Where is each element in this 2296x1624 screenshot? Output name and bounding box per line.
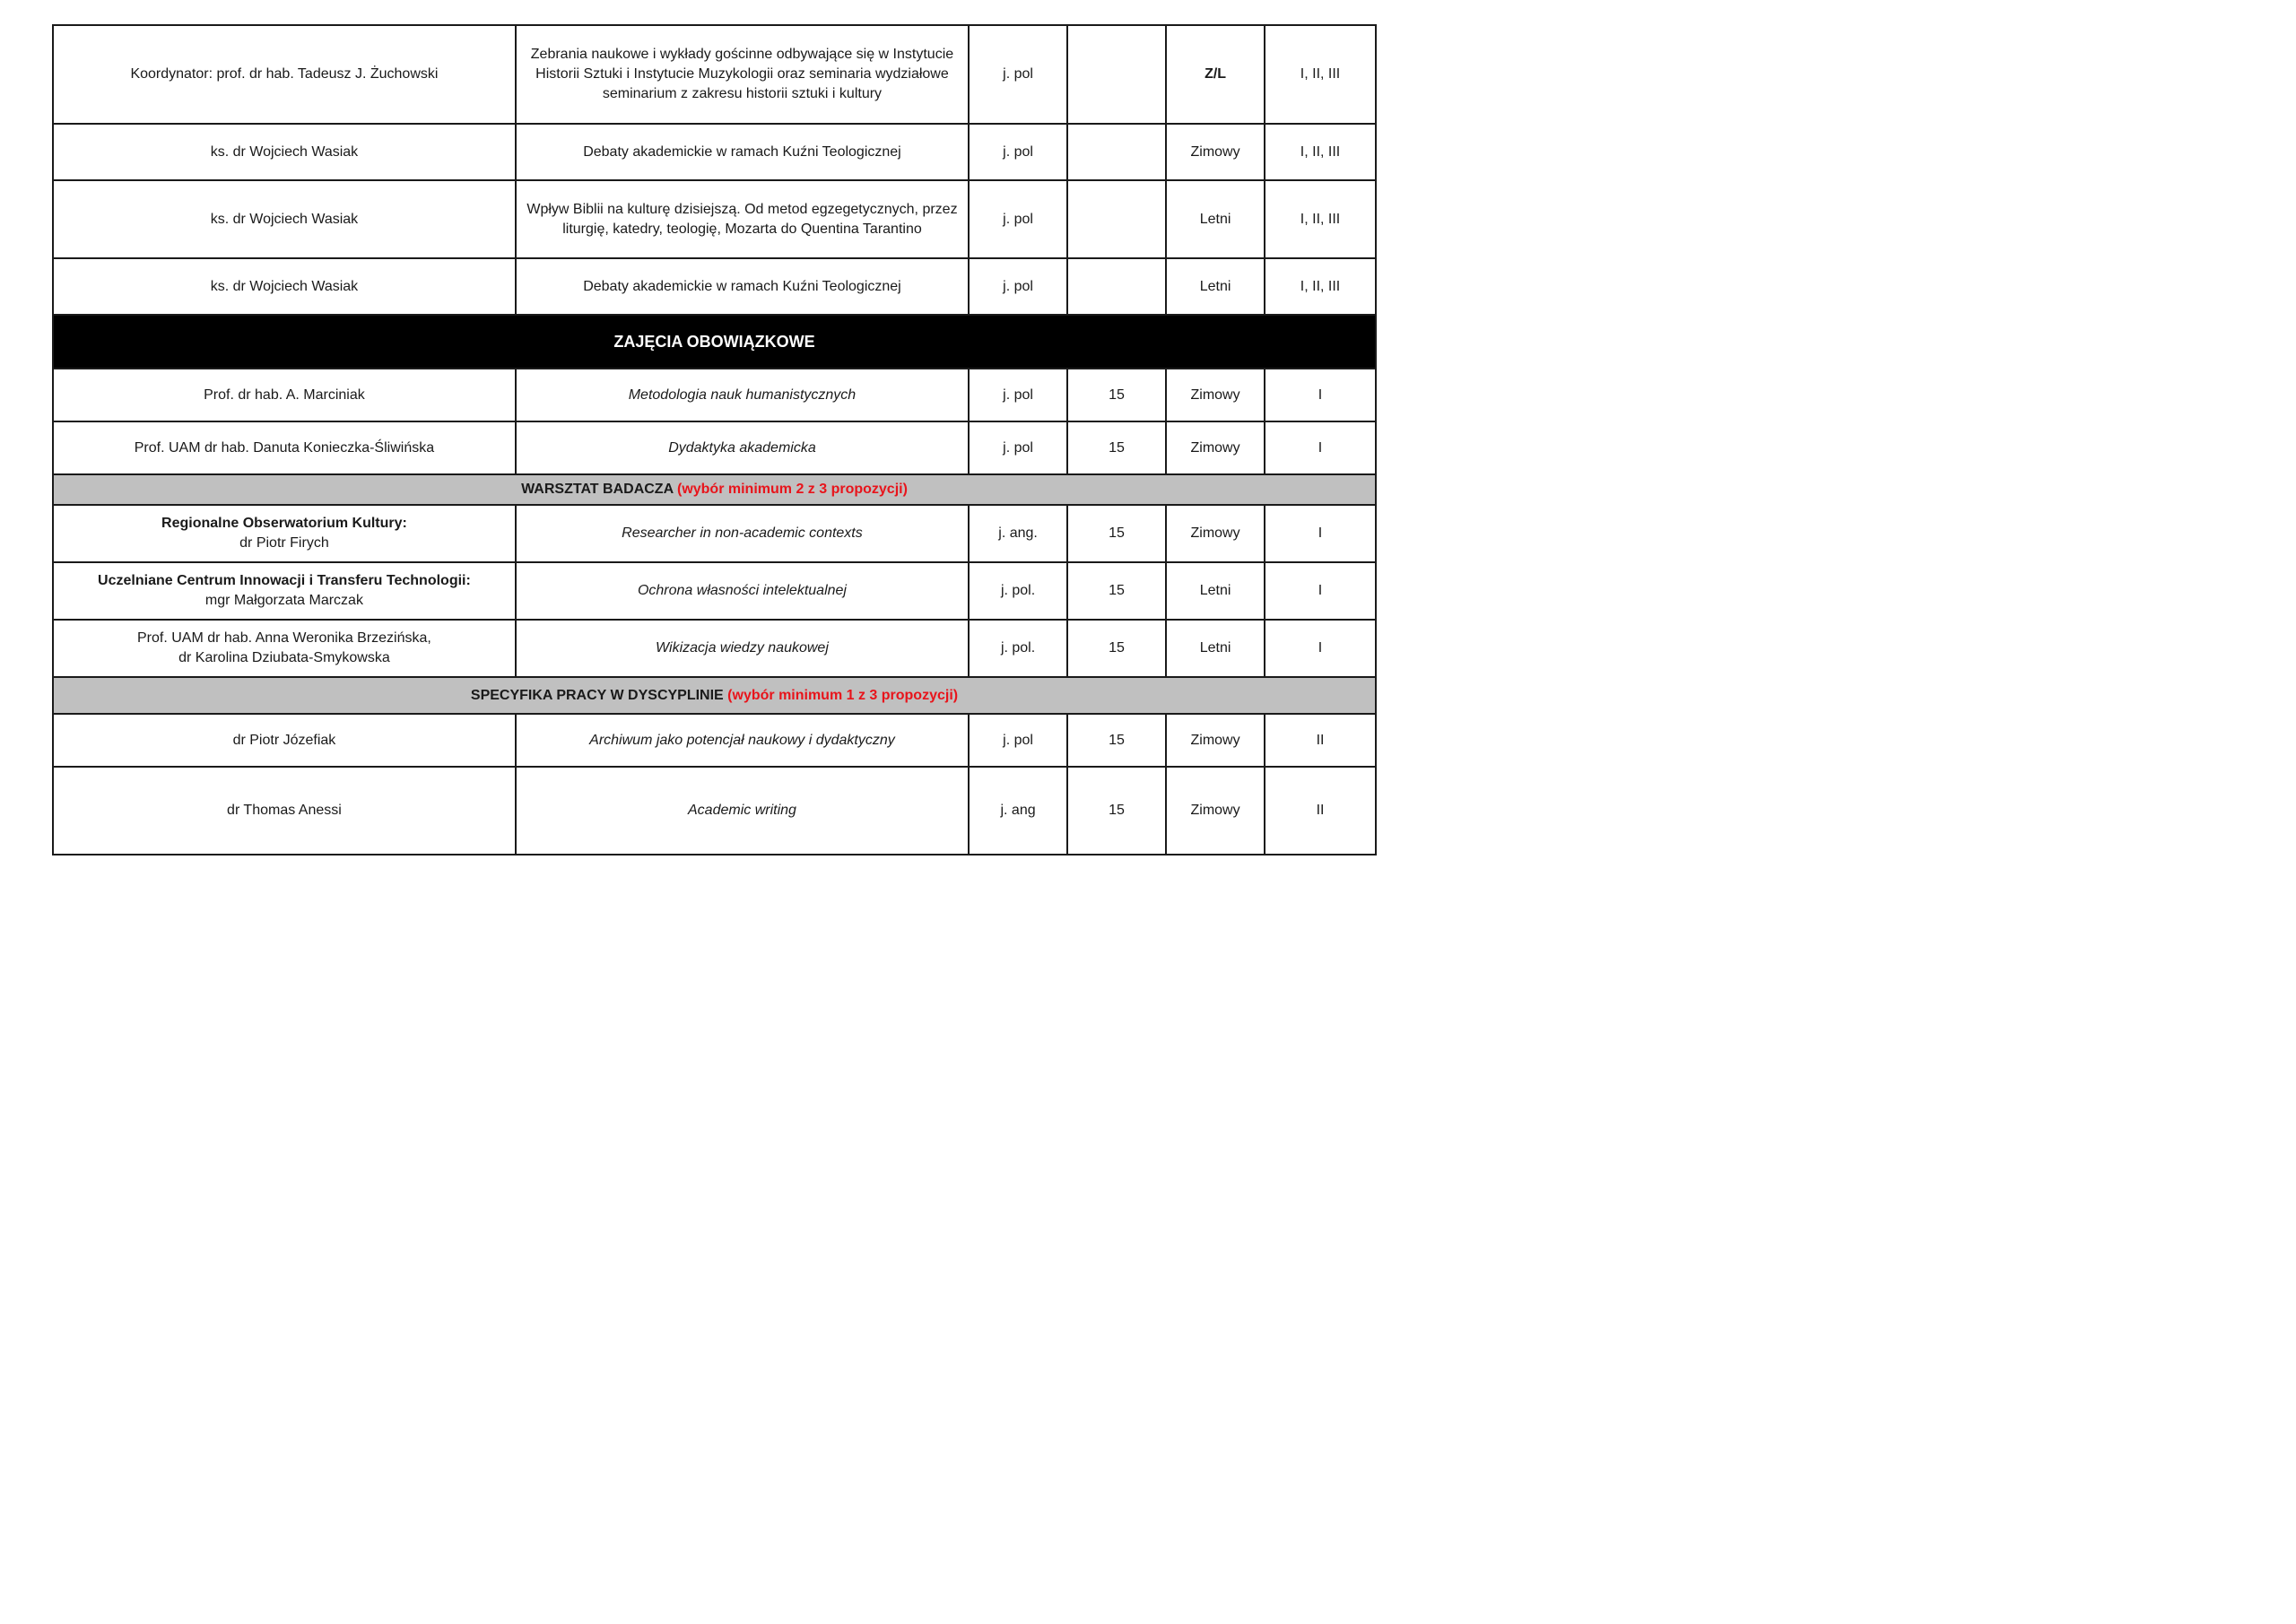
instructor-cell: dr Thomas Anessi: [53, 767, 516, 855]
course-title-cell: Debaty akademickie w ramach Kuźni Teologicznej: [516, 258, 969, 315]
table-row: [53, 369, 1376, 421]
language-cell: j. pol: [969, 258, 1067, 315]
semester-cell: Zimowy: [1166, 714, 1265, 767]
hours-cell: 15: [1067, 421, 1166, 474]
table-row: [53, 714, 1376, 767]
course-title-cell: Wikizacja wiedzy naukowej: [516, 620, 969, 677]
hours-cell: 15: [1067, 767, 1166, 855]
year-cell: I, II, III: [1265, 180, 1376, 258]
section-header-row: [53, 677, 1376, 714]
hours-cell: [1067, 25, 1166, 124]
semester-cell: Zimowy: [1166, 767, 1265, 855]
semester-cell: Zimowy: [1166, 124, 1265, 180]
language-cell: j. pol.: [969, 620, 1067, 677]
course-title-cell: Zebrania naukowe i wykłady gościnne odbywające się w Instytucie Historii Sztuki i Instytucie Muzykologii oraz seminaria wydziałowe seminarium z zakresu historii sztuki i kultury: [516, 25, 969, 124]
table-row: [53, 767, 1376, 855]
year-cell: I: [1265, 620, 1376, 677]
hours-cell: 15: [1067, 562, 1166, 620]
table-row: [53, 505, 1376, 562]
language-cell: j. pol: [969, 421, 1067, 474]
course-title-cell: Dydaktyka akademicka: [516, 421, 969, 474]
hours-cell: 15: [1067, 620, 1166, 677]
semester-cell: Letni: [1166, 258, 1265, 315]
instructor-cell: Koordynator: prof. dr hab. Tadeusz J. Żuchowski: [53, 25, 516, 124]
course-schedule-table: [52, 24, 1377, 855]
year-cell: II: [1265, 714, 1376, 767]
table-row: [53, 180, 1376, 258]
language-cell: j. pol: [969, 180, 1067, 258]
language-cell: j. ang.: [969, 505, 1067, 562]
unit-name: Uczelniane Centrum Innowacji i Transferu Technologii:: [98, 573, 471, 588]
semester-cell: Zimowy: [1166, 421, 1265, 474]
year-cell: II: [1265, 767, 1376, 855]
semester-cell: Zimowy: [1166, 369, 1265, 421]
instructor-cell: ks. dr Wojciech Wasiak: [53, 180, 516, 258]
course-title-cell: Archiwum jako potencjał naukowy i dydaktyczny: [516, 714, 969, 767]
discipline-header-note: (wybór minimum 1 z 3 propozycji): [727, 687, 959, 703]
instructor-name: mgr Małgorzata Marczak: [204, 593, 363, 608]
course-title-cell: Academic writing: [516, 767, 969, 855]
instructor-cell: dr Piotr Józefiak: [53, 714, 516, 767]
mandatory-section-header: ZAJĘCIA OBOWIĄZKOWE: [53, 315, 1376, 369]
table-row: [53, 620, 1376, 677]
hours-cell: 15: [1067, 369, 1166, 421]
year-cell: I: [1265, 562, 1376, 620]
course-title-cell: Researcher in non-academic contexts: [516, 505, 969, 562]
language-cell: j. ang: [969, 767, 1067, 855]
section-header-row: [53, 474, 1376, 505]
table-row: [53, 562, 1376, 620]
hours-cell: [1067, 258, 1166, 315]
language-cell: j. pol: [969, 369, 1067, 421]
semester-cell: Zimowy: [1166, 505, 1265, 562]
language-cell: j. pol: [969, 124, 1067, 180]
instructor-cell: [53, 620, 516, 677]
course-title-cell: Debaty akademickie w ramach Kuźni Teologicznej: [516, 124, 969, 180]
year-cell: I, II, III: [1265, 124, 1376, 180]
semester-cell: Letni: [1166, 180, 1265, 258]
instructor-cell: [53, 562, 516, 620]
instructor-cell: ks. dr Wojciech Wasiak: [53, 124, 516, 180]
instructor-cell: Prof. dr hab. A. Marciniak: [53, 369, 516, 421]
table-row: [53, 421, 1376, 474]
year-cell: I: [1265, 505, 1376, 562]
semester-cell: Z/L: [1166, 25, 1265, 124]
table-row: [53, 258, 1376, 315]
course-title-cell: Metodologia nauk humanistycznych: [516, 369, 969, 421]
hours-cell: [1067, 124, 1166, 180]
year-cell: I, II, III: [1265, 258, 1376, 315]
semester-cell: Letni: [1166, 562, 1265, 620]
instructor-name: dr Karolina Dziubata-Smykowska: [178, 650, 390, 665]
hours-cell: 15: [1067, 505, 1166, 562]
course-title-cell: Wpływ Biblii na kulturę dzisiejszą. Od metod egzegetycznych, przez liturgię, katedry, teologię, Mozarta do Quentina Tarantino: [516, 180, 969, 258]
semester-cell: Letni: [1166, 620, 1265, 677]
instructor-name: dr Piotr Firych: [239, 535, 329, 551]
unit-name: Regionalne Obserwatorium Kultury:: [161, 516, 407, 531]
language-cell: j. pol: [969, 714, 1067, 767]
instructor-cell: [53, 505, 516, 562]
workshop-header-note: (wybór minimum 2 z 3 propozycji): [676, 482, 908, 497]
language-cell: j. pol.: [969, 562, 1067, 620]
discipline-section-header: [53, 677, 1376, 714]
hours-cell: [1067, 180, 1166, 258]
table-row: [53, 124, 1376, 180]
section-header-row: [53, 315, 1376, 369]
table-row: [53, 25, 1376, 124]
workshop-section-header: [53, 474, 1376, 505]
discipline-header-label: SPECYFIKA PRACY W DYSCYPLINIE: [470, 687, 728, 703]
instructor-name: Prof. UAM dr hab. Anna Weronika Brzezińska,: [137, 630, 431, 646]
year-cell: I: [1265, 421, 1376, 474]
workshop-header-label: WARSZTAT BADACZA: [521, 482, 677, 497]
hours-cell: 15: [1067, 714, 1166, 767]
instructor-cell: Prof. UAM dr hab. Danuta Konieczka-Śliwińska: [53, 421, 516, 474]
year-cell: I: [1265, 369, 1376, 421]
course-title-cell: Ochrona własności intelektualnej: [516, 562, 969, 620]
year-cell: I, II, III: [1265, 25, 1376, 124]
instructor-cell: ks. dr Wojciech Wasiak: [53, 258, 516, 315]
language-cell: j. pol: [969, 25, 1067, 124]
